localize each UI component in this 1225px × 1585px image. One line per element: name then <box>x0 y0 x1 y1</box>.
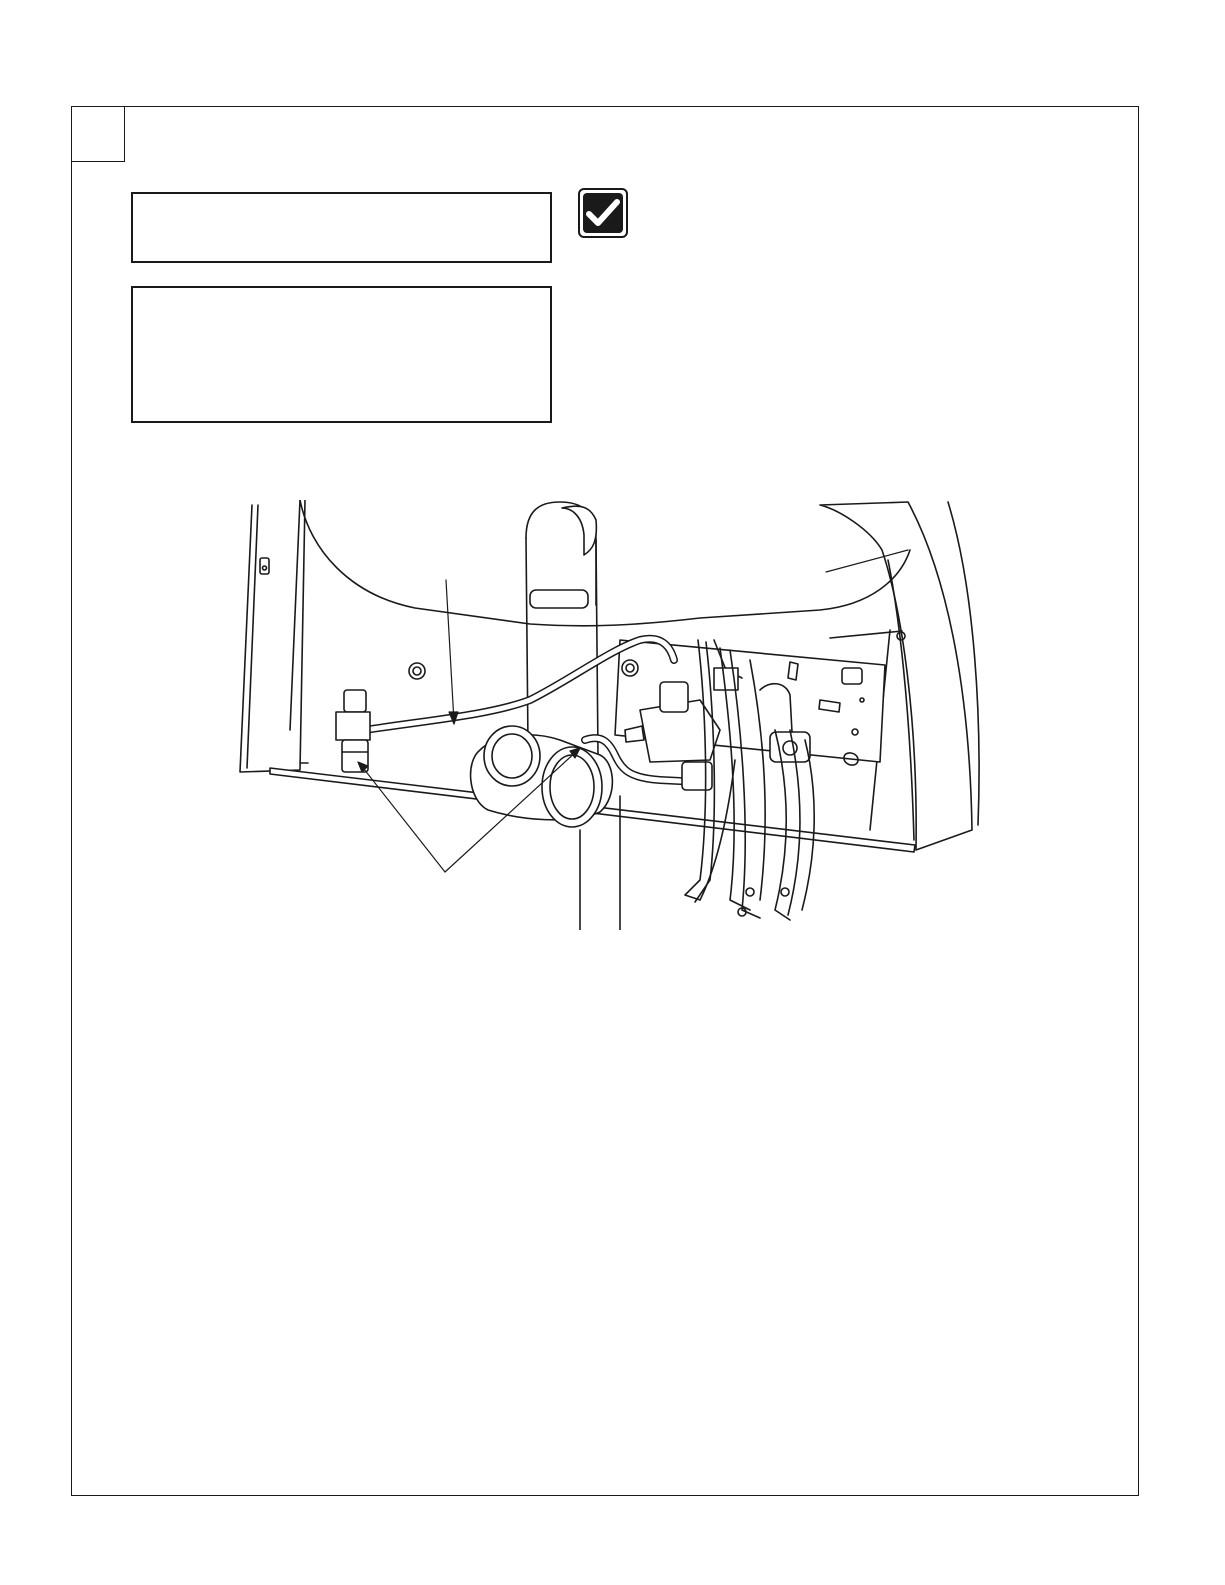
checkmark-icon <box>578 188 628 238</box>
inlet-valve <box>336 690 370 772</box>
note-box-2 <box>131 286 552 423</box>
note-box-1 <box>131 192 552 263</box>
step-number-box <box>71 106 125 162</box>
drain-elbow-pipe <box>471 502 620 930</box>
plumbing-illustration <box>230 500 990 930</box>
left-side-panel <box>240 500 305 772</box>
